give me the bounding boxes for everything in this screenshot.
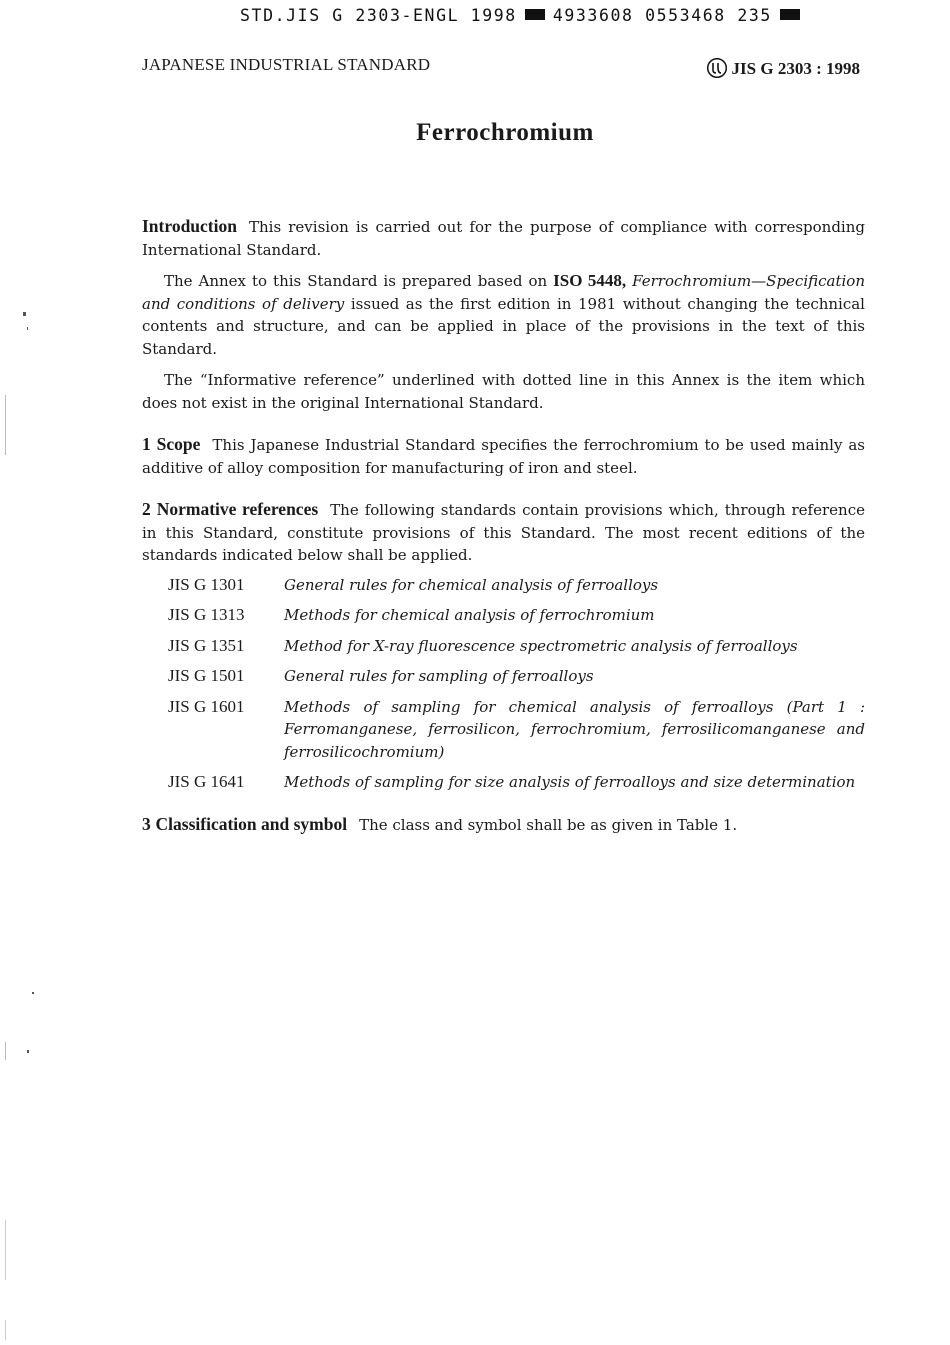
scan-line [5,1320,6,1340]
list-item [142,635,865,658]
section-number: 2 [142,499,151,519]
scan-speck [27,327,28,330]
classification-text: The class and symbol shall be as given in Table 1. [359,815,738,834]
scan-speck [27,1050,29,1053]
classification-section [142,813,865,837]
reference-code: JIS G 1601 [168,696,245,716]
reference-code: JIS G 1313 [168,605,245,624]
standard-designation [706,57,860,84]
stamp-number: 4933608 0553468 235 [552,6,772,25]
annex-paragraph [142,270,865,360]
reference-code: JIS G 1351 [168,635,245,655]
normative-heading: Normative references [156,499,319,519]
stamp-code: STD.JIS G 2303-ENGL 1998 [240,6,517,25]
annex-text-end: issued as the first edition in 1981 without changing the technical contents and structure, and can be applied in place of the provisions in the text of this Standard. [142,294,865,358]
scan-line [5,395,6,455]
standard-type: JAPANESE INDUSTRIAL STANDARD [142,55,431,74]
scope-section [142,433,865,479]
black-block-mark [525,9,545,20]
reference-title: Methods of sampling for chemical analysis of ferroalloys (Part 1 : Ferromanganese, ferrosilicon, ferrochromium, ferrosilicomanganese and ferrosilicochromium) [284,697,865,761]
document-stamp [240,6,808,25]
scan-artifacts [0,0,60,1345]
scope-text: This Japanese Industrial Standard specifies the ferrochromium to be used mainly as additive of alloy composition for manufacturing of iron and steel. [142,436,865,477]
intro-paragraph [142,215,865,261]
reference-title: Method for X-ray fluorescence spectrometric analysis of ferroalloys [284,636,798,655]
normative-text: The following standards contain provisions which, through reference in this Standard, constitute provisions of this Standard. The most recent editions of the standards indicated below shall be applied. [142,501,865,564]
reference-title: General rules for chemical analysis of ferroalloys [284,575,659,594]
list-item [142,665,865,688]
section-number: 3 [142,813,151,834]
reference-code: JIS G 1501 [168,666,245,685]
scan-speck [32,992,34,994]
reference-title: Methods for chemical analysis of ferrochromium [284,606,655,624]
scan-line [5,1220,6,1280]
annex-text-start: The Annex to this Standard is prepared based on [164,272,548,290]
reference-code: JIS G 1301 [168,574,245,594]
list-item [142,696,865,764]
scope-heading: Scope [156,434,201,454]
document-body [142,215,865,836]
reference-list [142,574,865,794]
list-item [142,771,865,794]
intro-text: This revision is carried out for the purpose of compliance with corresponding International Standard. [142,218,865,259]
jis-year: : 1998 [816,59,860,78]
jis-code: JIS G 2303 [731,59,812,78]
page-title: Ferrochromium [416,119,594,146]
section-number: 1 [142,434,151,454]
list-item [142,604,865,627]
scan-speck [23,312,26,316]
iso-title: Ferrochromium—Specification and conditions of delivery [142,272,865,313]
reference-code: JIS G 1641 [168,772,245,791]
scan-line [5,1042,6,1060]
iso-reference: ISO 5448, [553,271,627,290]
list-item [142,574,865,597]
informative-paragraph: The “Informative reference” underlined with dotted line in this Annex is the item which does not exist in the original International Standard. [142,371,865,412]
jis-mark-icon [706,57,728,84]
intro-heading: Introduction [142,216,237,236]
reference-title: General rules for sampling of ferroalloys [284,667,594,685]
black-block-mark [780,9,800,20]
classification-heading: Classification and symbol [155,813,348,834]
reference-title: Methods of sampling for size analysis of ferroalloys and size determination [284,773,856,791]
normative-section [142,498,865,567]
